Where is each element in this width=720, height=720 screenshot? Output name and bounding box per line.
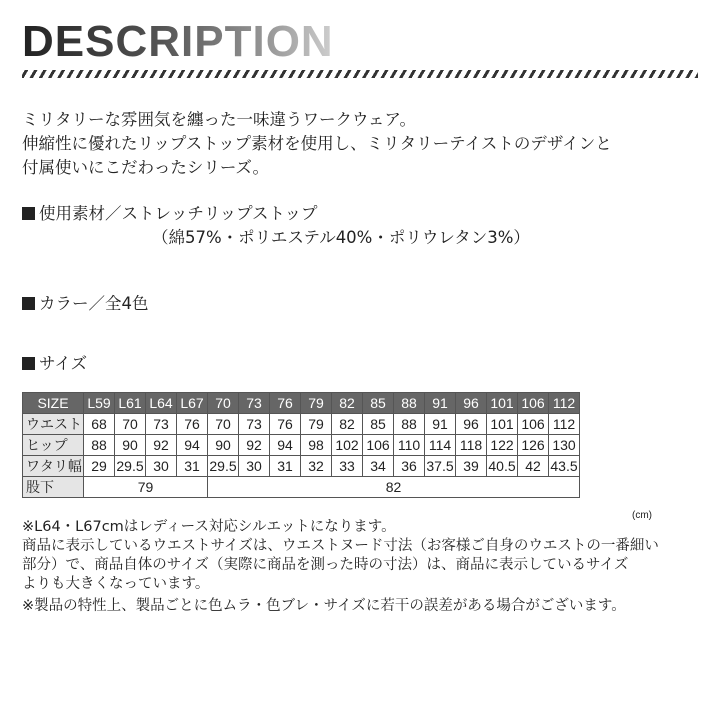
table-cell: 92 — [239, 435, 270, 456]
table-cell: 31 — [177, 456, 208, 477]
table-cell: 73 — [146, 414, 177, 435]
table-cell: 94 — [270, 435, 301, 456]
bullet-square-icon — [22, 207, 35, 220]
size-header-row — [23, 393, 580, 414]
table-cell: 68 — [84, 414, 115, 435]
table-cell: 39 — [456, 456, 487, 477]
size-header-cell: L67 — [177, 393, 208, 414]
table-cell: 85 — [363, 414, 394, 435]
table-cell: 92 — [146, 435, 177, 456]
material-section — [22, 202, 530, 250]
table-cell: 29.5 — [115, 456, 146, 477]
color-section — [22, 292, 149, 316]
table-cell: 126 — [518, 435, 549, 456]
material-detail: （綿57%・ポリエステル40%・ポリウレタン3%） — [152, 228, 530, 247]
intro-line: ミリタリーな雰囲気を纏った一味違うワークウェア。 — [22, 110, 417, 129]
size-header-cell: 70 — [208, 393, 239, 414]
table-cell: 70 — [208, 414, 239, 435]
table-cell: 43.5 — [549, 456, 580, 477]
table-cell: 130 — [549, 435, 580, 456]
table-cell: 76 — [270, 414, 301, 435]
table-cell: 106 — [363, 435, 394, 456]
note-line: ※L64・L67cmはレディース対応シルエットになります。 — [22, 519, 396, 535]
material-label: 使用素材／ストレッチリップストップ — [39, 204, 318, 223]
note-line: ※製品の特性上、製品ごとに色ムラ・色ブレ・サイズに若干の誤差がある場合がございます。 — [22, 598, 626, 614]
size-header-cell: 96 — [456, 393, 487, 414]
size-header-cell: 112 — [549, 393, 580, 414]
size-header-cell: L64 — [146, 393, 177, 414]
size-header-label: SIZE — [23, 393, 84, 414]
table-cell: 40.5 — [487, 456, 518, 477]
size-header-cell: 76 — [270, 393, 301, 414]
table-cell: 122 — [487, 435, 518, 456]
table-cell: 29 — [84, 456, 115, 477]
table-cell: 94 — [177, 435, 208, 456]
page-heading: DESCRIPTION — [22, 14, 334, 70]
table-cell: 96 — [456, 414, 487, 435]
intro-line: 付属使いにこだわったシリーズ。 — [22, 158, 270, 177]
table-cell: 101 — [487, 414, 518, 435]
heading-divider — [22, 70, 698, 78]
intro-text — [22, 108, 612, 180]
row-label: ワタリ幅 — [23, 456, 84, 477]
row-label: ヒップ — [23, 435, 84, 456]
size-header-cell: 73 — [239, 393, 270, 414]
table-cell: 33 — [332, 456, 363, 477]
row-label: ウエスト — [23, 414, 84, 435]
table-cell: 118 — [456, 435, 487, 456]
table-cell: 90 — [115, 435, 146, 456]
note-line: 商品に表示しているウエストサイズは、ウエストヌード寸法（お客様ご自身のウエストの一番細い — [22, 538, 659, 554]
table-cell: 79 — [301, 414, 332, 435]
thigh-width-row — [23, 456, 580, 477]
size-table — [22, 392, 580, 498]
size-section-heading — [22, 352, 87, 376]
table-cell: 32 — [301, 456, 332, 477]
inseam-row — [23, 477, 580, 498]
table-cell: 114 — [425, 435, 456, 456]
table-cell: 42 — [518, 456, 549, 477]
size-header-cell: 85 — [363, 393, 394, 414]
unit-label: (cm) — [632, 510, 652, 521]
table-cell: 30 — [239, 456, 270, 477]
table-cell: 88 — [394, 414, 425, 435]
table-cell: 91 — [425, 414, 456, 435]
table-cell: 98 — [301, 435, 332, 456]
notes-section — [22, 518, 698, 616]
intro-line: 伸縮性に優れたリップストップ素材を使用し、ミリタリーテイストのデザインと — [22, 134, 612, 153]
bullet-square-icon — [22, 297, 35, 310]
size-header-cell: L59 — [84, 393, 115, 414]
size-header-cell: 79 — [301, 393, 332, 414]
table-cell: 112 — [549, 414, 580, 435]
inseam-ladies-cell: 79 — [84, 477, 208, 498]
size-heading: サイズ — [39, 354, 88, 373]
note-line: 部分）で、商品自体のサイズ（実際に商品を測った時の寸法）は、商品に表示しているサイズ — [22, 557, 629, 573]
table-cell: 73 — [239, 414, 270, 435]
table-cell: 29.5 — [208, 456, 239, 477]
hip-row — [23, 435, 580, 456]
table-cell: 82 — [332, 414, 363, 435]
table-cell: 102 — [332, 435, 363, 456]
table-cell: 31 — [270, 456, 301, 477]
table-cell: 106 — [518, 414, 549, 435]
inseam-mens-cell: 82 — [208, 477, 580, 498]
table-cell: 36 — [394, 456, 425, 477]
size-header-cell: 106 — [518, 393, 549, 414]
table-cell: 88 — [84, 435, 115, 456]
table-cell: 110 — [394, 435, 425, 456]
size-header-cell: 82 — [332, 393, 363, 414]
size-header-cell: 101 — [487, 393, 518, 414]
waist-row — [23, 414, 580, 435]
table-cell: 90 — [208, 435, 239, 456]
table-cell: 37.5 — [425, 456, 456, 477]
color-label: カラー／全4色 — [39, 294, 149, 313]
note-line: よりも大きくなっています。 — [22, 576, 210, 592]
size-header-cell: 91 — [425, 393, 456, 414]
bullet-square-icon — [22, 357, 35, 370]
size-header-cell: 88 — [394, 393, 425, 414]
row-label: 股下 — [23, 477, 84, 498]
table-cell: 70 — [115, 414, 146, 435]
table-cell: 76 — [177, 414, 208, 435]
size-header-cell: L61 — [115, 393, 146, 414]
table-cell: 30 — [146, 456, 177, 477]
table-cell: 34 — [363, 456, 394, 477]
